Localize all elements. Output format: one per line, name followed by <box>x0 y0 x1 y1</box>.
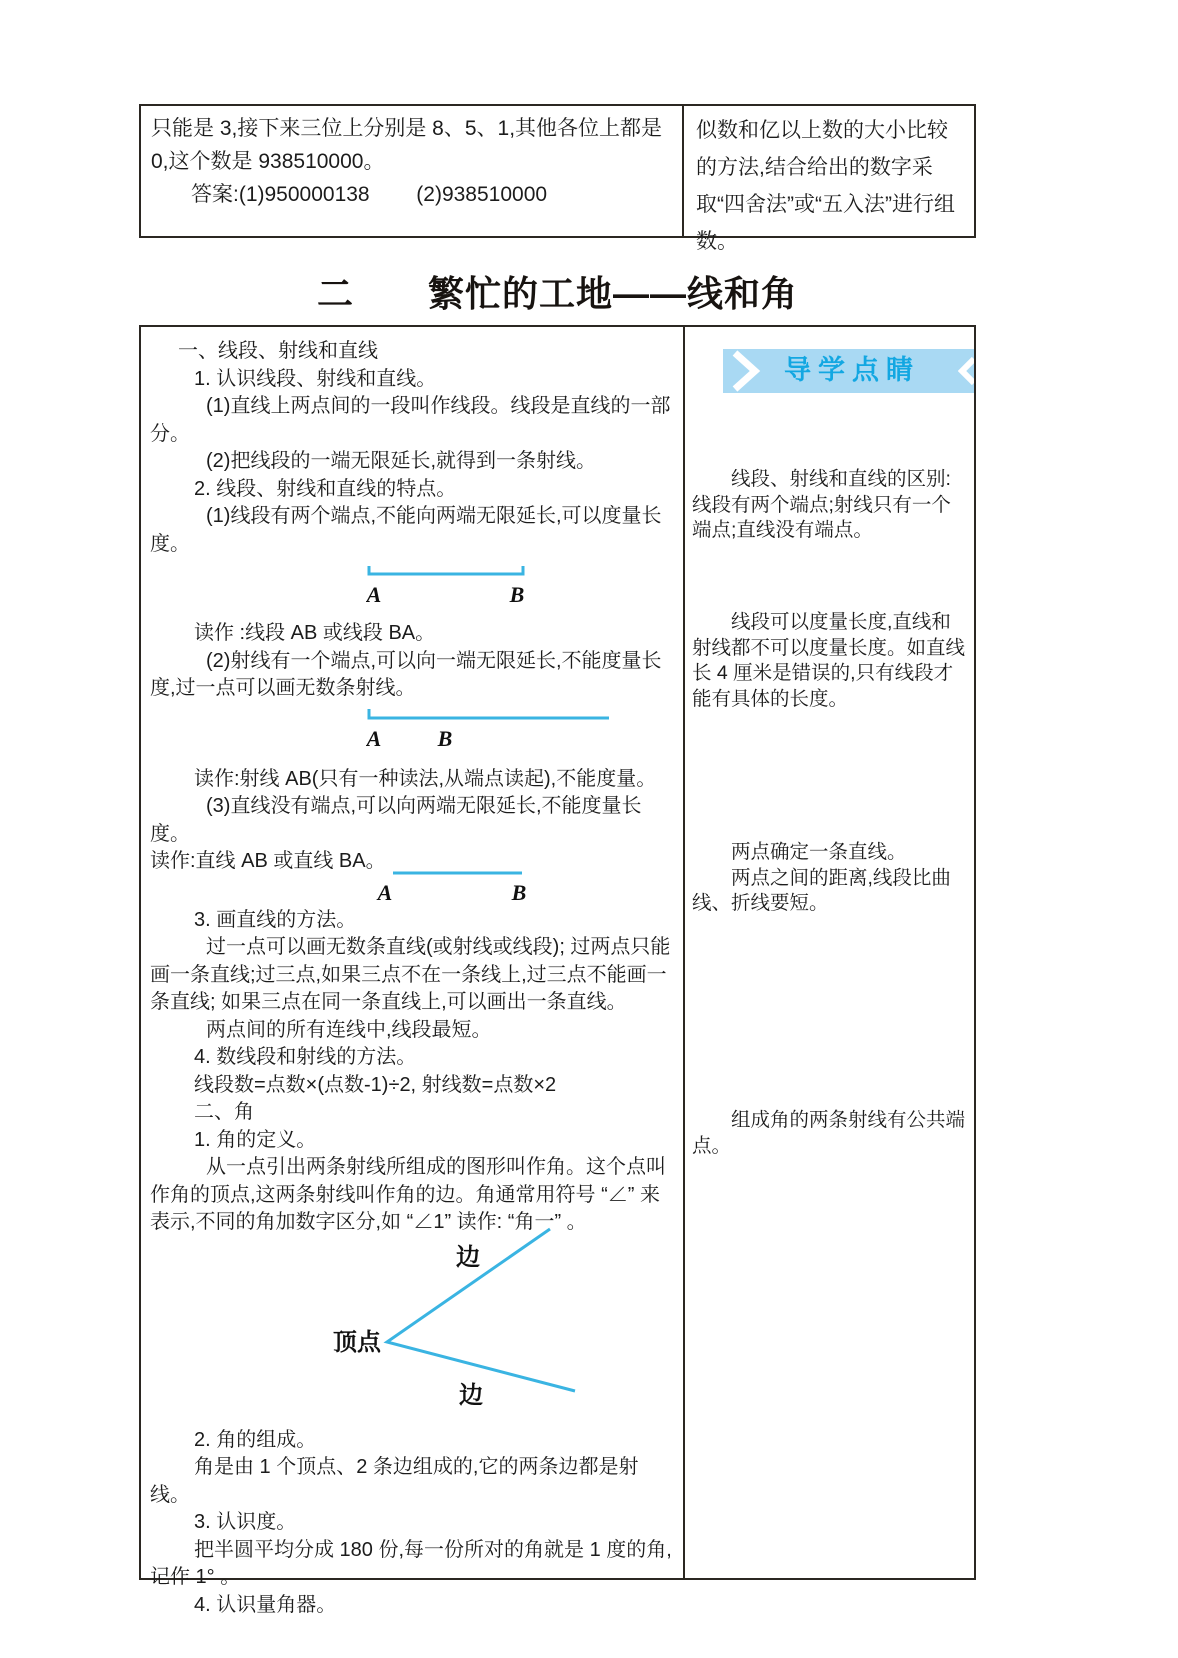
chevron-right-icon <box>729 349 761 393</box>
top-left-answer: 答案:(1)950000138 (2)938510000 <box>191 183 548 206</box>
guide-note-differences <box>692 467 970 544</box>
shortest-segment: 两点间的所有连线中,线段最短。 <box>206 1018 492 1041</box>
read-ray: 读作:射线 AB(只有一种读法,从端点读起),不能度量。 <box>194 767 657 790</box>
segment-endpoint-b-label: B <box>509 582 525 607</box>
vertex-label: 顶点 <box>333 1329 381 1356</box>
angle-item-4-protractor: 4. 认识量角器。 <box>194 1593 337 1616</box>
note-text: 线段可以度量长度,直线和射线都不可以度量长度。如直线长 4 厘米是错误的,只有线段才能有具体的长度。 <box>692 611 966 710</box>
ray-point-b-label: B <box>437 725 453 751</box>
guide-banner-title: 导学点睛 <box>784 355 920 386</box>
note-text: 两点确定一条直线。 <box>731 841 907 863</box>
main-content-table <box>139 325 976 1616</box>
chapter-title: 二 繁忙的工地——线和角 <box>316 273 798 314</box>
ray-line <box>369 709 609 718</box>
item-2-1-segment-feature: (1)线段有两个端点,不能向两端无限延长,可以度量长度。 <box>150 505 662 555</box>
item-4-counting: 4. 数线段和射线的方法。 <box>194 1046 417 1068</box>
guide-note-measurability <box>692 610 970 712</box>
degree-definition-text: 把半圆平均分成 180 份,每一份所对的角就是 1 度的角,记作 1° 。 <box>150 1538 672 1588</box>
angle-rays <box>387 1229 575 1391</box>
ray-diagram <box>366 705 614 751</box>
guide-note-common-endpoint <box>692 1108 970 1159</box>
main-left-column <box>141 327 683 1616</box>
guide-note-two-points <box>692 840 970 917</box>
top-right-text: 似数和亿以上数的大小比较的方法,结合给出的数字采取“四舍法”或“五入法”进行组数。 <box>696 119 955 253</box>
section-heading-angle: 二、角 <box>194 1101 254 1123</box>
item-1-2-ray-def: (2)把线段的一端无限延长,就得到一条射线。 <box>206 450 596 472</box>
ray-endpoint-a-label: A <box>366 725 382 751</box>
line-diagram <box>377 856 538 905</box>
segment-endpoint-a-label: A <box>366 582 382 607</box>
top-left-text: 只能是 3,接下来三位上分别是 8、5、1,其他各位上都是 0,这个数是 938510000。 <box>151 117 663 173</box>
angle-composition-text: 角是由 1 个顶点、2 条边组成的,它的两条边都是射线。 <box>150 1456 639 1506</box>
section-heading-lines: 一、线段、射线和直线 <box>178 340 378 362</box>
chevron-left-icon <box>958 349 974 393</box>
item-3-draw-line: 3. 画直线的方法。 <box>194 908 357 931</box>
top-table-right-cell <box>682 106 974 253</box>
angle-item-3-degree: 3. 认识度。 <box>194 1511 297 1533</box>
line-point-b-label: B <box>511 880 527 905</box>
edge-top-label: 边 <box>456 1244 480 1271</box>
item-2-3-line-feature: (3)直线没有端点,可以向两端无限延长,不能度量长度。 <box>150 795 642 845</box>
item-2-2-ray-feature: (2)射线有一个端点,可以向一端无限延长,不能度量长度,过一点可以画无数条射线。 <box>150 649 662 699</box>
top-table-left-cell <box>141 106 682 236</box>
segment-diagram <box>366 562 536 608</box>
segment-line <box>369 566 523 574</box>
read-line-text: 读作:直线 AB 或直线 BA。 <box>150 850 386 872</box>
edge-bottom-label: 边 <box>459 1382 483 1409</box>
line-point-a-label: A <box>377 880 393 905</box>
angle-definition-text: 从一点引出两条射线所组成的图形叫作角。这个点叫作角的顶点,这两条射线叫作角的边。角通常用符号 “∠” 来表示,不同的角加数字区分,如 “∠1” 读作: “角一” 。 <box>150 1156 666 1233</box>
angle-item-2-composition: 2. 角的组成。 <box>194 1428 317 1451</box>
main-right-column <box>683 327 974 1578</box>
item-2-features: 2. 线段、射线和直线的特点。 <box>194 477 457 500</box>
angle-diagram <box>300 1227 720 1419</box>
note-text: 组成角的两条射线有公共端点。 <box>692 1109 966 1157</box>
top-continuation-table <box>139 104 976 253</box>
guide-banner <box>723 349 974 393</box>
item-1-know-lines: 1. 认识线段、射线和直线。 <box>194 367 437 390</box>
note-text: 两点之间的距离,线段比曲线、折线要短。 <box>692 866 951 914</box>
read-line <box>150 848 677 905</box>
item-3-rules: 过一点可以画无数条直线(或射线或线段); 过两点只能画一条直线;过三点,如果三点不在一条线上,过三点不能画一条直线; 如果三点在同一条直线上,可以画出一条直线。 <box>150 936 671 1013</box>
angle-item-1-definition: 1. 角的定义。 <box>194 1128 317 1151</box>
item-1-1-segment-def: (1)直线上两点间的一段叫作线段。线段是直线的一部分。 <box>150 395 671 445</box>
read-segment: 读作 :线段 AB 或线段 BA。 <box>194 622 436 644</box>
note-text: 线段、射线和直线的区别:线段有两个端点;射线只有一个端点;直线没有端点。 <box>692 468 951 541</box>
counting-formula: 线段数=点数×(点数-1)÷2, 射线数=点数×2 <box>194 1073 557 1096</box>
